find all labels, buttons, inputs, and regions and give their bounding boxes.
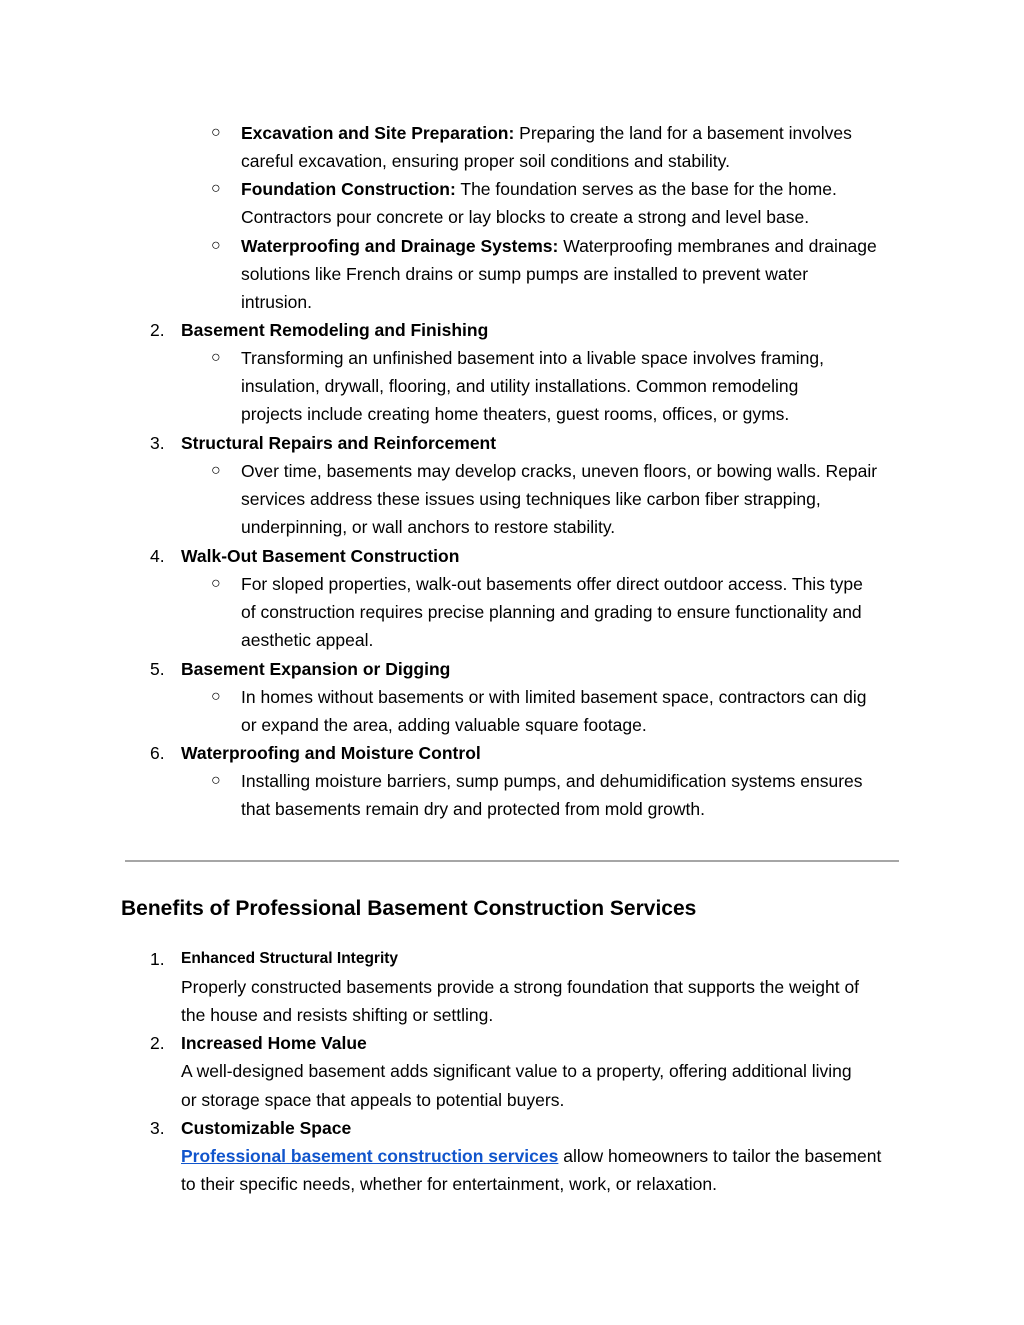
item-text: intrusion. [241,292,313,312]
list-number: 5. [150,659,165,679]
list-number: 3. [150,433,165,453]
list-number: 1. [150,949,165,969]
item-text: underpinning, or wall anchors to restore stability. [241,517,616,537]
item-title: Structural Repairs and Reinforcement [181,433,497,453]
item-text: Properly constructed basements provide a strong foundation that supports the weight of [181,977,860,997]
list-number: 2. [150,1033,165,1053]
item-text: The foundation serves as the base for the home. [460,179,837,199]
item-text: Waterproofing membranes and drainage [563,236,877,256]
item-text: the house and resists shifting or settling. [181,1005,494,1025]
bullet-marker: ○ [211,180,221,197]
item-text: aesthetic appeal. [241,630,374,650]
list-number: 6. [150,743,165,763]
item-title: Basement Expansion or Digging [181,659,451,679]
list-number: 3. [150,1118,165,1138]
item-title: Excavation and Site Preparation: [241,123,515,143]
item-title: Customizable Space [181,1118,352,1138]
bullet-marker: ○ [211,349,221,366]
bullet-marker: ○ [211,688,221,705]
item-title: Waterproofing and Moisture Control [181,743,481,763]
bullet-marker: ○ [211,462,221,479]
item-text: or expand the area, adding valuable square footage. [241,715,647,735]
item-text: In homes without basements or with limited basement space, contractors can dig [241,687,867,707]
item-text: projects include creating home theaters, guest rooms, offices, or gyms. [241,404,790,424]
item-text: For sloped properties, walk-out basements offer direct outdoor access. This type [241,574,863,594]
item-text: Preparing the land for a basement involves [519,123,852,143]
item-text: to their specific needs, whether for entertainment, work, or relaxation. [181,1174,717,1194]
list-item [181,1142,881,1170]
horizontal-divider [125,860,899,862]
item-title: Walk-Out Basement Construction [181,546,460,566]
list-number: 4. [150,546,165,566]
bullet-marker: ○ [211,237,221,254]
list-item [241,232,877,260]
item-text: of construction requires precise planning and grading to ensure functionality and [241,602,862,622]
item-text: services address these issues using techniques like carbon fiber strapping, [241,489,821,509]
item-text: insulation, drywall, flooring, and utility installations. Common remodeling [241,376,799,396]
bullet-marker: ○ [211,772,221,789]
item-text: Over time, basements may develop cracks, uneven floors, or bowing walls. Repair [241,461,878,481]
item-title: Foundation Construction: [241,179,456,199]
basement-services-link[interactable]: Professional basement construction services [181,1146,559,1166]
item-text: that basements remain dry and protected from mold growth. [241,799,705,819]
bullet-marker: ○ [211,575,221,592]
list-item [241,119,852,147]
item-text: Contractors pour concrete or lay blocks to create a strong and level base. [241,207,810,227]
item-text: solutions like French drains or sump pumps are installed to prevent water [241,264,809,284]
item-title: Enhanced Structural Integrity [181,950,399,967]
item-title: Increased Home Value [181,1033,367,1053]
item-title: Waterproofing and Drainage Systems: [241,236,559,256]
bullet-marker: ○ [211,124,221,141]
item-text: Transforming an unfinished basement into a livable space involves framing, [241,348,824,368]
item-title: Basement Remodeling and Finishing [181,320,489,340]
list-item [241,175,837,203]
item-text: careful excavation, ensuring proper soil conditions and stability. [241,151,730,171]
item-text: Installing moisture barriers, sump pumps, and dehumidification systems ensures [241,771,863,791]
item-text: or storage space that appeals to potential buyers. [181,1090,565,1110]
item-text: allow homeowners to tailor the basement [558,1146,882,1166]
item-text: A well-designed basement adds significant value to a property, offering additional living [181,1061,852,1081]
section-heading: Benefits of Professional Basement Construction Services [121,897,697,920]
list-number: 2. [150,320,165,340]
